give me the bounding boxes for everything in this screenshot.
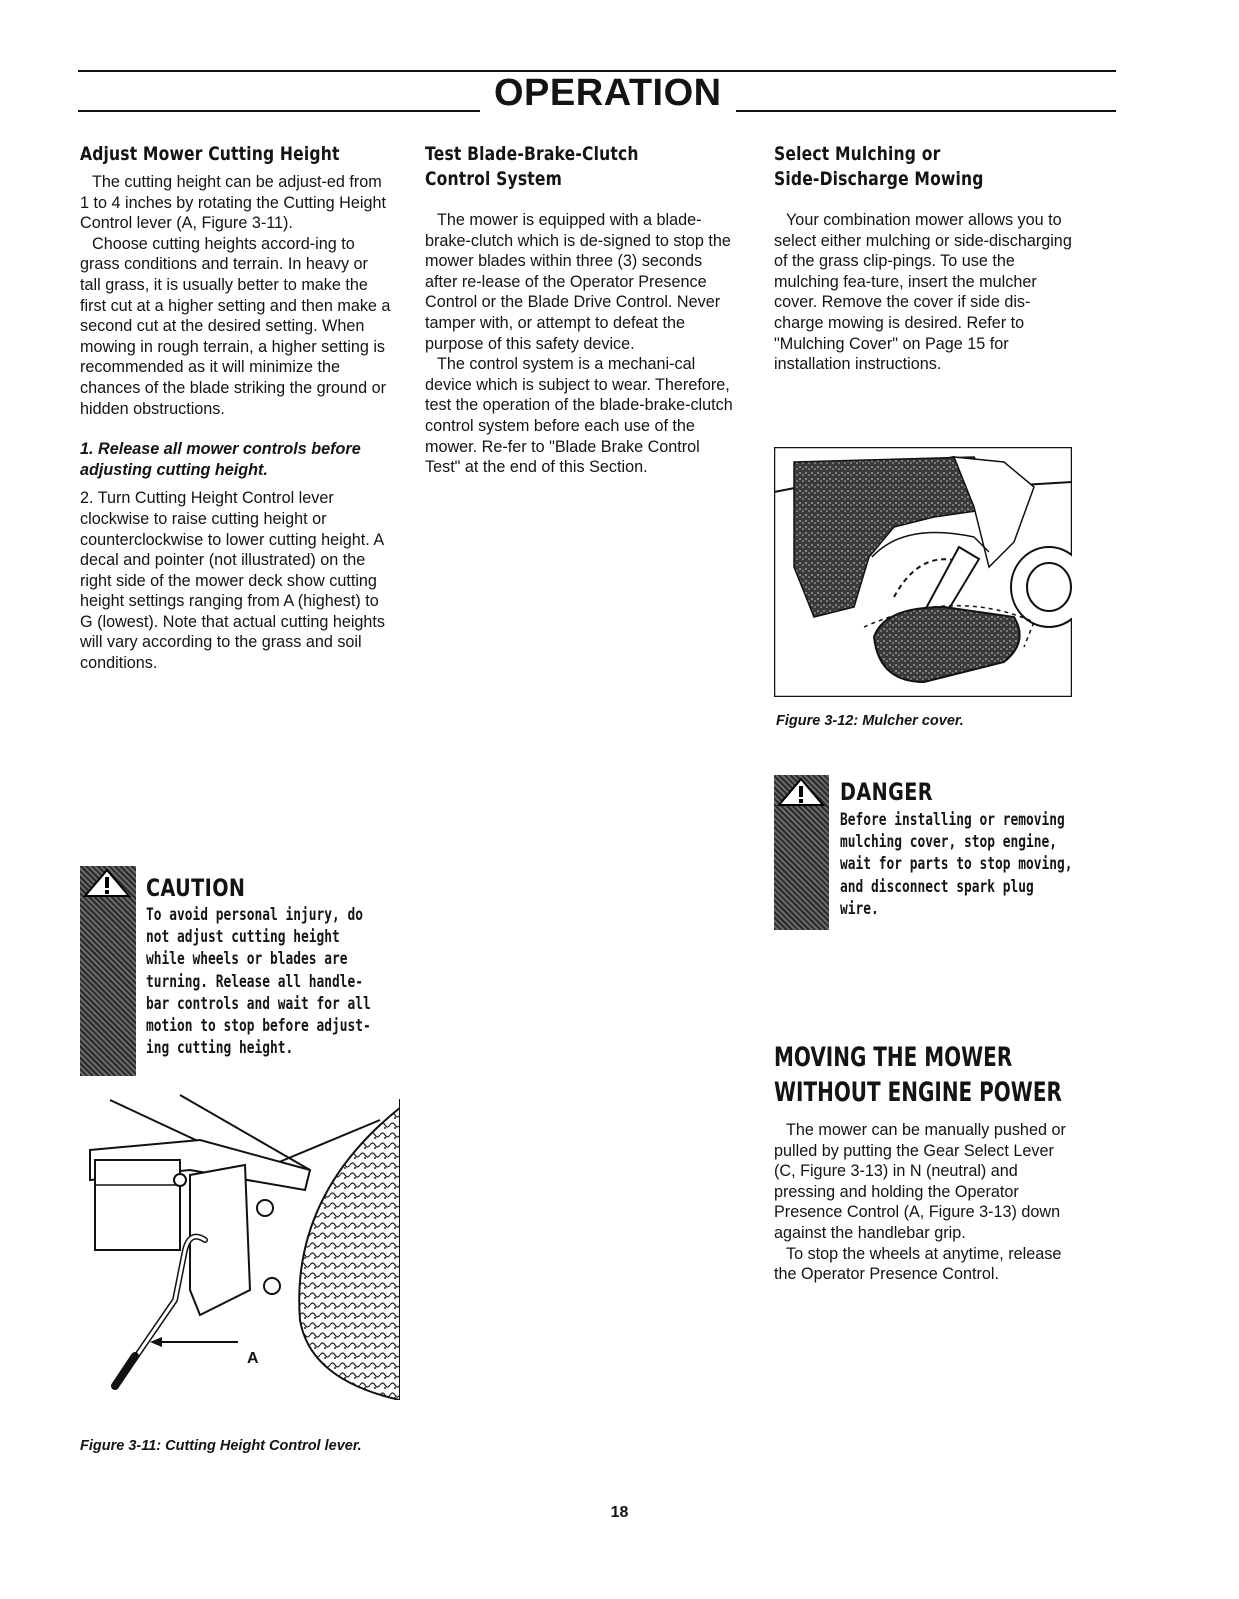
step-number: 1.	[80, 440, 94, 459]
paragraph: The cutting height can be adjust-ed from 1 to 4 inches by rotating the Cutting Height Control lever (A, Figure 3-11).	[80, 173, 386, 233]
paragraph: Choose cutting heights accord-ing to grass conditions and terrain. In heavy or tall grass, it is usually better to make the first cut at a higher setting and then make a second cut at the desired setting. When mowing in rough terrain, a higher setting is recommended as it will minimize the chances of the blade striking the ground or hidden obstructions.	[80, 234, 391, 418]
section-heading-select-mulching-line2: Side-Discharge Mowing	[774, 168, 984, 190]
section-body-moving-mower	[774, 1120, 1074, 1285]
warning-triangle-icon	[82, 868, 132, 898]
figure-3-12-caption: Figure 3-12: Mulcher cover.	[776, 713, 964, 729]
section-heading-adjust-cutting-height: Adjust Mower Cutting Height	[80, 143, 340, 165]
step-2	[80, 488, 392, 673]
step-text: Release all mower controls before adjusting cutting height.	[80, 440, 361, 479]
danger-title: DANGER	[840, 778, 933, 806]
section-heading-blade-brake-clutch-line1: Test Blade-Brake-Clutch	[425, 143, 639, 165]
caution-text: To avoid personal injury, do not adjust cutting height while wheels or blades are turning. Release all handle- bar controls and wait for all motion to stop before adjust- ing cutting height.	[146, 905, 371, 1058]
paragraph: Your combination mower allows you to select either mulching or side-discharging of the grass clip-pings. To use the mulching fea-ture, insert the mulcher cover. Remove the cover if side dis-charge mowing is desired. Refer to "Mulching Cover" on Page 15 for installation instructions.	[774, 211, 1072, 374]
column-test-blade-brake-clutch	[425, 142, 737, 478]
paragraph: The mower is equipped with a blade-brake-clutch which is de-signed to stop the mower blades within three (3) seconds after re-lease of the Operator Presence Control or the Blade Drive Control. Never tamper with, or attempt to defeat the purpose of this safety device.	[425, 211, 731, 353]
column-adjust-cutting-height	[80, 142, 392, 674]
section-heading-select-mulching-line1: Select Mulching or	[774, 143, 941, 165]
caution-box	[80, 866, 400, 1076]
warning-triangle-icon	[776, 777, 826, 807]
caution-title: CAUTION	[146, 874, 246, 902]
mulcher-cover-illustration	[774, 447, 1072, 697]
section-body-select-mulching	[774, 210, 1074, 375]
step-number: 2.	[80, 489, 94, 508]
section-body-adjust-cutting-height	[80, 172, 392, 419]
danger-box	[774, 775, 1074, 933]
step-text: Turn Cutting Height Control lever clockwise to raise cutting height or counterclockwise to lower cutting height. A decal and pointer (not illustrated) on the right side of the mower deck show cutting height settings ranging from A (highest) to G (lowest). Note that actual cutting heights will vary according to the grass and soil conditions.	[80, 489, 386, 673]
page-title: OPERATION	[480, 74, 736, 112]
paragraph: The control system is a mechani-cal device which is subject to wear. Therefore, test the operation of the blade-brake-clutch control system before each use of the mower. Re-fer to "Blade Brake Control Test" at the end of this Section.	[425, 355, 733, 477]
figure-label-a: A	[247, 1350, 259, 1367]
column-moving-mower	[774, 1040, 1074, 1285]
paragraph: The mower can be manually pushed or pulled by putting the Gear Select Lever (C, Figure 3-13) in N (neutral) and pressing and holding the Operator Presence Control (A, Figure 3-13) down against the handlebar grip.	[774, 1121, 1066, 1242]
paragraph: To stop the wheels at anytime, release the Operator Presence Control.	[774, 1244, 1062, 1284]
page-number: 18	[610, 1504, 629, 1521]
cutting-height-lever-illustration	[80, 1090, 400, 1400]
figure-3-11-caption: Figure 3-11: Cutting Height Control lever.	[80, 1438, 362, 1454]
section-heading-moving-line2: WITHOUT ENGINE POWER	[774, 1077, 1062, 1108]
danger-text: Before installing or removing mulching cover, stop engine, wait for parts to stop moving, and disconnect spark plug wire.	[840, 810, 1073, 918]
section-body-blade-brake-clutch	[425, 210, 737, 478]
step-1	[80, 439, 392, 480]
section-heading-moving-line1: MOVING THE MOWER	[774, 1042, 1013, 1073]
section-heading-blade-brake-clutch-line2: Control System	[425, 168, 563, 190]
column-select-mulching	[774, 142, 1074, 375]
